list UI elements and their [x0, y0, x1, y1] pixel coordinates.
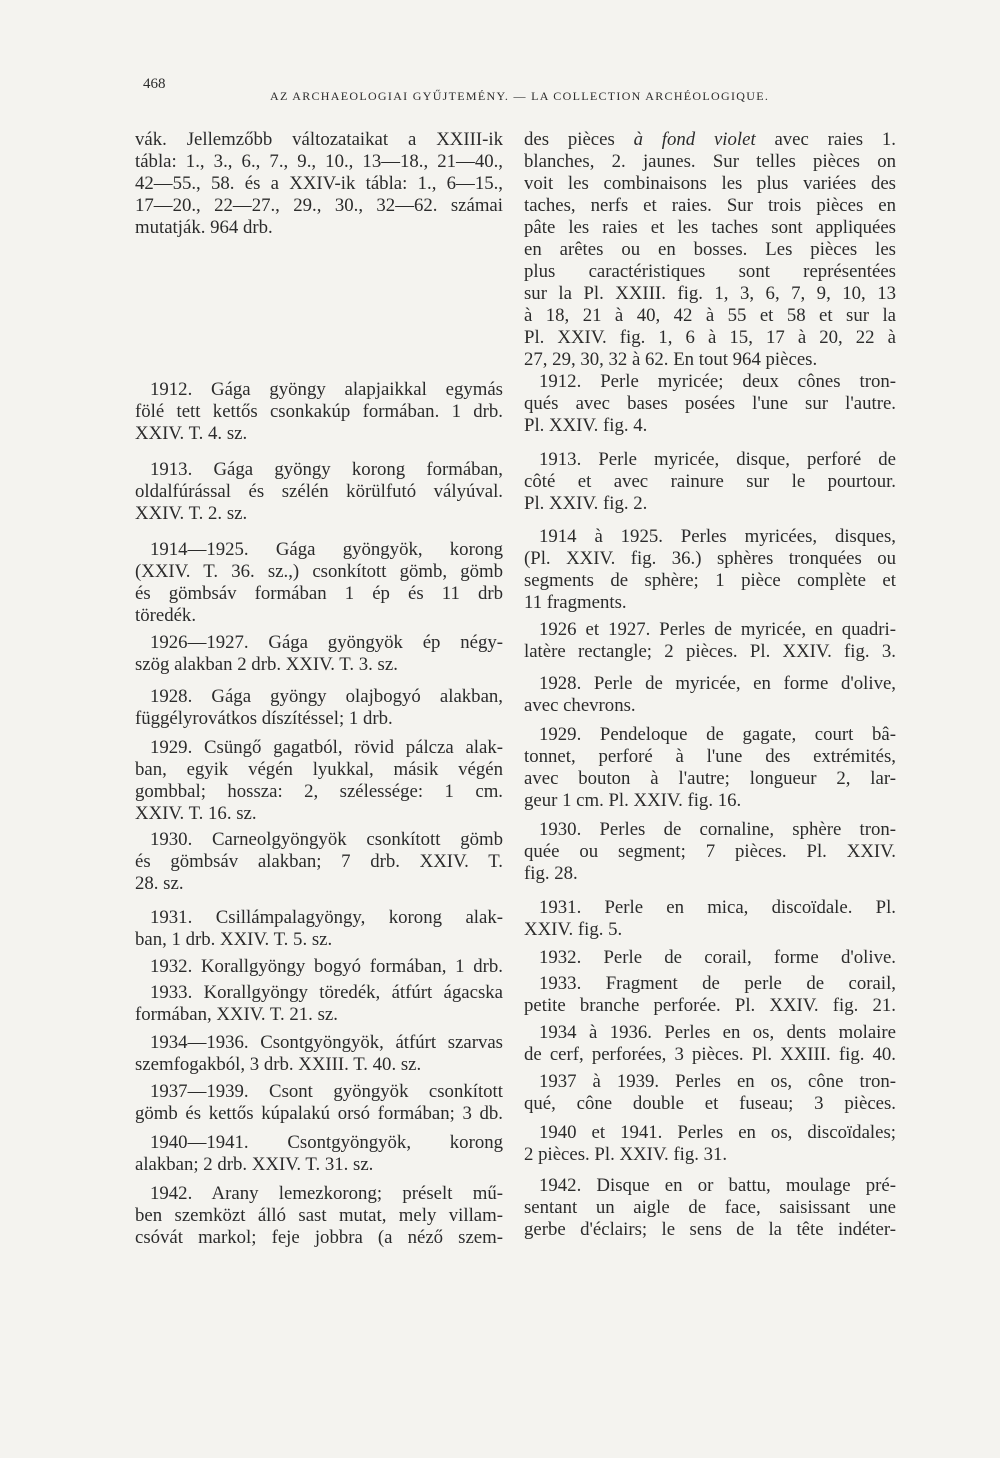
hungarian-text-line: XXIV. T. 2. sz.: [135, 503, 248, 524]
hungarian-text-line: (XXIV. T. 36. sz.,) csonkított gömb, gömb: [135, 561, 503, 582]
hungarian-text-line: 1931. Csillámpalagyöngy, korong alak-: [150, 907, 503, 928]
french-text-line: 1931. Perle en mica, discoïdale. Pl.: [539, 897, 896, 918]
hungarian-text-line: csóvát markol; feje jobbra (a néző szem-: [135, 1227, 503, 1248]
hungarian-text-line: ban, 1 drb. XXIV. T. 5. sz.: [135, 929, 333, 950]
french-text-line: 2 pièces. Pl. XXIV. fig. 31.: [524, 1144, 728, 1165]
hungarian-text-line: 1929. Csüngő gagatból, rövid pálcza alak-: [150, 737, 503, 758]
running-head: AZ ARCHAEOLOGIAI GYŰJTEMÉNY. — LA COLLECTION ARCHÉOLOGIQUE.: [270, 89, 770, 103]
hungarian-text-line: gombbal; hossza: 2, szélessége: 1 cm.: [135, 781, 503, 802]
french-text-line: sur la Pl. XXIII. fig. 1, 3, 6, 7, 9, 10, 13: [524, 283, 896, 304]
hungarian-text-line: szemfogakból, 3 drb. XXIII. T. 40. sz.: [135, 1054, 422, 1075]
french-text-line: plus caractéristiques sont représentées: [524, 261, 896, 282]
french-text-line: blanches, 2. jaunes. Sur telles pièces on: [524, 151, 896, 172]
french-text-line: geur 1 cm. Pl. XXIV. fig. 16.: [524, 790, 742, 811]
hungarian-text-line: alakban; 2 drb. XXIV. T. 31. sz.: [135, 1154, 374, 1175]
hungarian-text-line: 1932. Korallgyöngy bogyó formában, 1 drb.: [150, 956, 503, 977]
french-text-line: 1929. Pendeloque de gagate, court bâ-: [539, 724, 896, 745]
french-text-line: en arêtes ou en bosses. Les pièces les: [524, 239, 896, 260]
hungarian-text-line: fölé tett kettős csonkakúp formában. 1 drb.: [135, 401, 503, 422]
hungarian-text-line: 1934—1936. Csontgyöngyök, átfúrt szarvas: [150, 1032, 503, 1053]
french-text-line: avec bouton à l'autre; longueur 2, lar-: [524, 768, 896, 789]
french-text-line: voit les combinaisons les plus variées des: [524, 173, 896, 194]
french-italic-segment: à fond violet: [633, 129, 756, 150]
french-text-line: avec chevrons.: [524, 695, 636, 716]
french-text-line: fig. 28.: [524, 863, 578, 884]
french-text-line: 1926 et 1927. Perles de myricée, en quadri-: [539, 619, 896, 640]
hungarian-text-line: oldalfúrással és szélén körülfutó vályúval.: [135, 481, 503, 502]
french-text-line: 1933. Fragment de perle de corail,: [539, 973, 896, 994]
french-text-line: 1930. Perles de cornaline, sphère tron-: [539, 819, 896, 840]
french-text-line: latère rectangle; 2 pièces. Pl. XXIV. fig. 3.: [524, 641, 896, 662]
hungarian-text-line: 1933. Korallgyöngy töredék, átfúrt ágacska: [150, 982, 503, 1003]
hungarian-text-line: 1942. Arany lemezkorong; préselt mű-: [150, 1183, 503, 1204]
french-text-segment: des pièces: [524, 129, 634, 150]
hungarian-text-line: ban, egyik végén lyukkal, másik végén: [135, 759, 503, 780]
hungarian-text-line: XXIV. T. 4. sz.: [135, 423, 248, 444]
hungarian-text-line: 1937—1939. Csont gyöngyök csonkított: [150, 1081, 503, 1102]
french-text-line: sentant un aigle de face, saisissant une: [524, 1197, 896, 1218]
french-text-line: 1914 à 1925. Perles myricées, disques,: [539, 526, 896, 547]
french-text-line: Pl. XXIV. fig. 1, 6 à 15, 17 à 20, 22 à: [524, 327, 896, 348]
french-text-line: (Pl. XXIV. fig. 36.) sphères tronquées ou: [524, 548, 896, 569]
hungarian-text-line: és gömbsáv formában 1 ép és 11 drb: [135, 583, 503, 604]
french-text-line: Pl. XXIV. fig. 2.: [524, 493, 648, 514]
hungarian-text-line: 1914—1925. Gága gyöngyök, korong: [150, 539, 503, 560]
french-text-line: taches, nerfs et raies. Sur trois pièces en: [524, 195, 896, 216]
french-text-line: gerbe d'éclairs; le sens de la tête indéter-: [524, 1219, 896, 1240]
french-text-line: 1913. Perle myricée, disque, perforé de: [539, 449, 896, 470]
french-text-line: petite branche perforée. Pl. XXIV. fig. 21.: [524, 995, 896, 1016]
french-text-line: quée ou segment; 7 pièces. Pl. XXIV.: [524, 841, 896, 862]
hungarian-text-line: töredék.: [135, 605, 197, 626]
french-text-line: côté et avec rainure sur le pourtour.: [524, 471, 896, 492]
french-text-line: 1940 et 1941. Perles en os, discoïdales;: [539, 1122, 896, 1143]
french-text-line: 1912. Perle myricée; deux cônes tron-: [539, 371, 896, 392]
hungarian-text-line: 1926—1927. Gága gyöngyök ép négy-: [150, 632, 503, 653]
french-text-line: pâte les raies et les taches sont appliquées: [524, 217, 896, 238]
french-text-line: de cerf, perforées, 3 pièces. Pl. XXIII. fig. 40.: [524, 1044, 896, 1065]
hungarian-text-line: tábla: 1., 3., 6., 7., 9., 10., 13—18., 21—40.,: [135, 151, 503, 172]
french-text-line: qué, cône double et fuseau; 3 pièces.: [524, 1093, 896, 1114]
hungarian-text-line: vák. Jellemzőbb változataikat a XXIII-ik: [135, 129, 503, 150]
page-number: 468: [143, 76, 166, 92]
hungarian-text-line: és gömbsáv alakban; 7 drb. XXIV. T.: [135, 851, 503, 872]
hungarian-text-line: 1930. Carneolgyöngyök csonkított gömb: [150, 829, 503, 850]
french-text-line: Pl. XXIV. fig. 4.: [524, 415, 648, 436]
hungarian-text-line: 17—20., 22—27., 29., 30., 32—62. számai: [135, 195, 503, 216]
french-text-segment: avec raies 1.: [755, 129, 896, 150]
french-text-line: tonnet, perforé à l'une des extrémités,: [524, 746, 896, 767]
french-text-line: qués avec bases posées l'une sur l'autre.: [524, 393, 896, 414]
hungarian-text-line: 1913. Gága gyöngy korong formában,: [150, 459, 503, 480]
french-text-line: 1932. Perle de corail, forme d'olive.: [539, 947, 896, 968]
hungarian-text-line: szög alakban 2 drb. XXIV. T. 3. sz.: [135, 654, 398, 675]
french-text-line: XXIV. fig. 5.: [524, 919, 623, 940]
hungarian-text-line: 28. sz.: [135, 873, 184, 894]
hungarian-text-line: ben szemközt álló sast mutat, mely villam-: [135, 1205, 503, 1226]
french-text-line: segments de sphère; 1 pièce complète et: [524, 570, 896, 591]
french-text-line: à 18, 21 à 40, 42 à 55 et 58 et sur la: [524, 305, 896, 326]
french-text-line: 11 fragments.: [524, 592, 627, 613]
french-text-line: 1934 à 1936. Perles en os, dents molaire: [539, 1022, 896, 1043]
hungarian-text-line: 1912. Gága gyöngy alapjaikkal egymás: [150, 379, 503, 400]
french-text-line: 1928. Perle de myricée, en forme d'olive,: [539, 673, 896, 694]
hungarian-text-line: gömb és kettős kúpalakú orsó formában; 3 db.: [135, 1103, 503, 1124]
french-text-line: 1937 à 1939. Perles en os, cône tron-: [539, 1071, 896, 1092]
hungarian-text-line: függélyrovátkos díszítéssel; 1 drb.: [135, 708, 393, 729]
hungarian-text-line: 1928. Gága gyöngy olajbogyó alakban,: [150, 686, 503, 707]
hungarian-text-line: formában, XXIV. T. 21. sz.: [135, 1004, 338, 1025]
french-text-line: 1942. Disque en or battu, moulage pré-: [539, 1175, 896, 1196]
hungarian-text-line: mutatják. 964 drb.: [135, 217, 273, 238]
french-text-line: 27, 29, 30, 32 à 62. En tout 964 pièces.: [524, 349, 818, 370]
hungarian-text-line: 1940—1941. Csontgyöngyök, korong: [150, 1132, 503, 1153]
hungarian-text-line: 42—55., 58. és a XXIV-ik tábla: 1., 6—15.,: [135, 173, 503, 194]
french-text-line: [524, 129, 896, 151]
hungarian-text-line: XXIV. T. 16. sz.: [135, 803, 257, 824]
